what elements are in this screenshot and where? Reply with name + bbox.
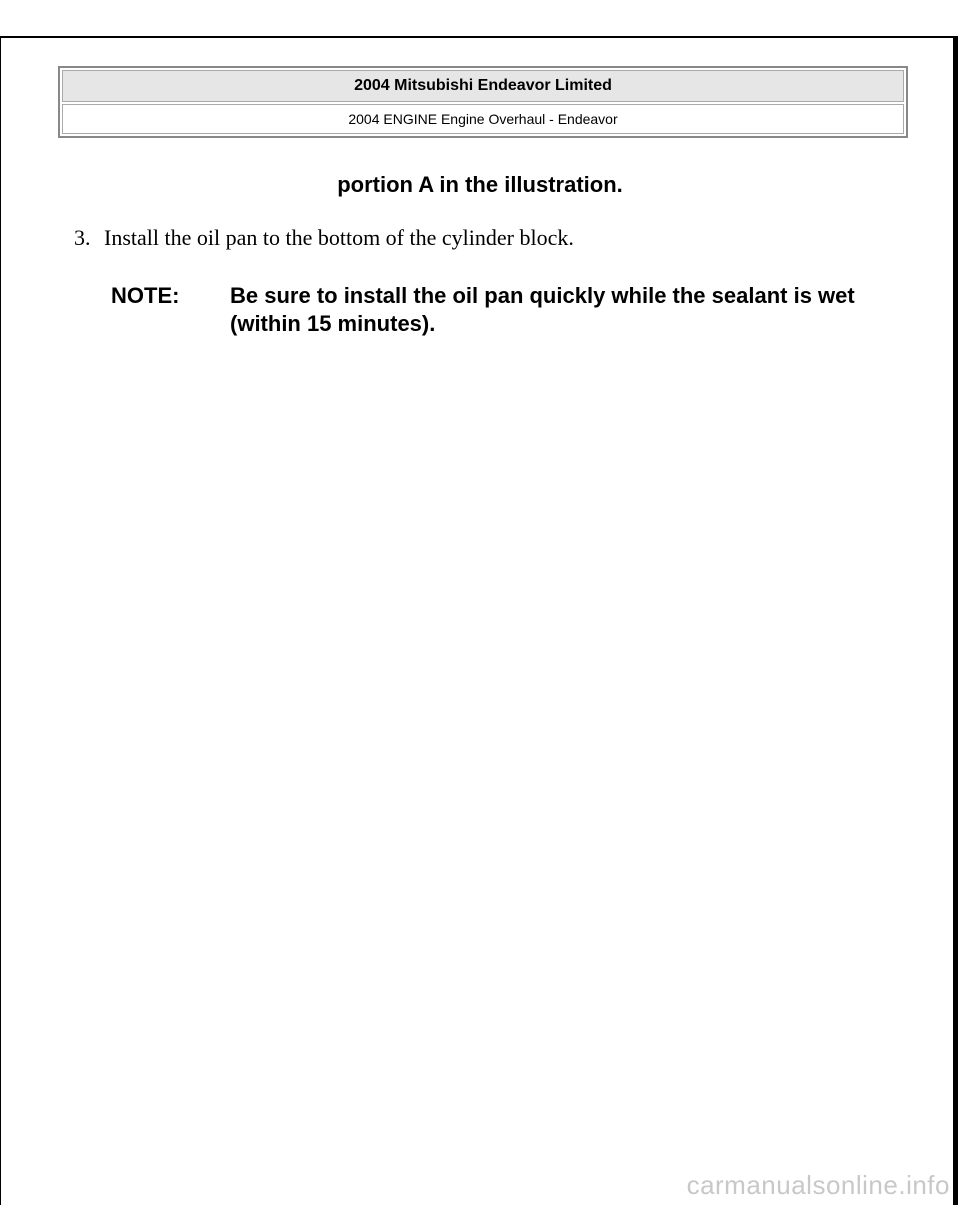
site-watermark: carmanualsonline.info bbox=[686, 1170, 950, 1200]
header-title-row bbox=[62, 70, 904, 102]
section-subtitle: 2004 ENGINE Engine Overhaul - Endeavor bbox=[348, 111, 618, 127]
header-subtitle-row bbox=[62, 104, 904, 134]
page-frame bbox=[0, 36, 958, 1166]
continuation-text: portion A in the illustration. bbox=[337, 172, 623, 197]
procedure-step bbox=[74, 225, 574, 251]
note-text: Be sure to install the oil pan quickly while the sealant is wet (within 15 minutes). bbox=[230, 283, 855, 336]
step-text: Install the oil pan to the bottom of the cylinder block. bbox=[104, 225, 574, 250]
note-label: NOTE: bbox=[111, 283, 180, 308]
step-number: 3. bbox=[74, 225, 91, 250]
note-block bbox=[111, 282, 911, 338]
page-frame-right-border bbox=[953, 36, 958, 1166]
document-header bbox=[58, 66, 908, 138]
vehicle-title: 2004 Mitsubishi Endeavor Limited bbox=[354, 77, 612, 94]
